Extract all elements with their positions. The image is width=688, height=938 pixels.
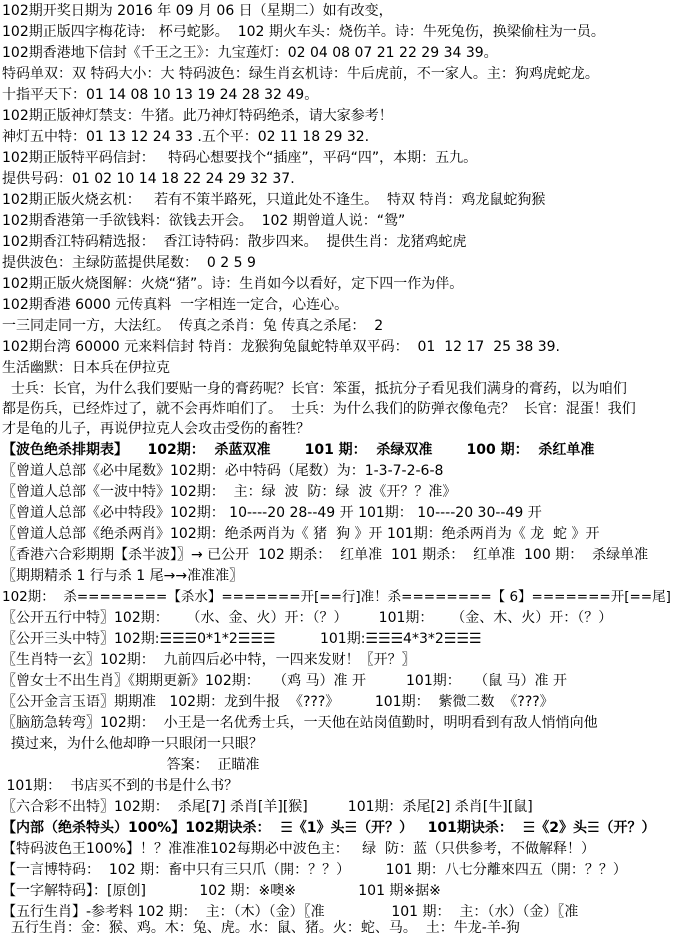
text-line-humor-2: 都是伤兵，已经炸过了，就不会再炸咱们了。 士兵：为什么我们的防弹衣像龟壳？ 长官：混蛋！我们	[2, 401, 636, 417]
text-line-five-zodiac-detail: 五行生肖：金：猴、鸡。木：兔、虎。水：鼠、猪。火：蛇、马。 土：牛龙-羊-狗	[2, 920, 520, 936]
text-line-no-special: 〖六合彩不出特〗102期： 杀尾[7] 杀肖[羊][猴] 101期：杀尾[2] 杀肖[牛][鼠]	[2, 799, 533, 815]
text-line-hk-envelope: 102期香港地下信封《千王之王》：九宝莲灯：02 04 08 07 21 22 29 34 39。	[2, 45, 498, 61]
text-line-provided-numbers: 提供号码：01 02 10 14 18 22 24 29 32 37.	[2, 171, 295, 187]
text-line-five-zodiac: 【五行生肖】-参考料 102 期： 主：（木）（金）〖准 101 期： 主：（水）（金）〖准	[2, 904, 579, 920]
text-line-two-zodiac: 〖曾道人总部《绝杀两肖》102期：绝杀两肖为《 猪 狗 》开 101期：绝杀两肖为《 龙 蛇 》开	[2, 526, 600, 542]
text-line-three-heads: 〖公开三头中特〗102期:☰☰☰0*1*2☰☰☰ 101期:☰☰☰4*3*2☰☰☰	[2, 631, 482, 647]
text-line-one-wave: 〖曾道人总部《一波中特》102期： 主：绿 波 防：绿 波《开？？准》	[2, 484, 457, 500]
text-line-five-elements: 〖公开五行中特〗102期： （水、金、火）开：（？） 101期： （金、木、火）开：（？）	[2, 610, 613, 626]
text-line-riddle-1: 〖脑筋急转弯〗102期： 小王是一名优秀士兵，一天他在站岗值勤时，明明看到有敌人悄悄向他	[2, 715, 598, 731]
text-line-hk-6000: 102期香港 6000 元传真料 一字相连一定合，心连心。	[2, 297, 349, 313]
text-line-one-word: 【一言博特码： 102 期：畜中只有三只爪（開：？？） 101 期：八七分離來四五（開：？？）	[2, 862, 627, 878]
text-line-special-section: 〖曾道人总部《必中特段》102期： 10----20 28--49 开 101期： 10----20 30--49 开	[2, 505, 542, 521]
text-line-lamp-ban: 102期正版神灯禁支：牛猪。此乃神灯特码绝杀，请大家参考！	[2, 108, 393, 124]
text-line-draw-date: 102期开奖日期为 2016 年 09 月 06 日（星期二）如有改变，	[2, 3, 393, 19]
text-line-half-wave: 〖香港六合彩期期【杀半波】〗→ 已公开 102 期杀： 红单准 101 期杀： 红单准 100 期： 杀绿单准	[2, 547, 649, 563]
text-line-tail-numbers: 〖曾道人总部《必中尾数》102期：必中特码（尾数）为：1-3-7-2-6-8	[2, 463, 444, 479]
text-line-ms-zeng: 〖曾女士不出生肖〗《期期更新》102期： （鸡 马）准 开 101期： （鼠 马）准 开	[2, 673, 567, 689]
text-line-humor-title: 生活幽默：日本兵在伊拉克	[2, 360, 170, 376]
text-line-kill-head: 【内部（绝杀特头）100%】102期诀杀： ☰《1》头☰（开？） 101期诀杀： ☰《2》头☰（开？）	[2, 820, 656, 836]
text-line-flat-envelope: 102期正版特平码信封： 特码心想要找个“插座”，平码“四”，本期：五九。	[2, 150, 478, 166]
text-line-fire-diagram: 102期正版火烧图解：火烧“猪”。诗：生肖如今以看好，定下四一作为伴。	[2, 276, 464, 292]
text-line-wave-king: 【特码波色王100%】！？准准准102每期必中波色主： 绿 防：蓝（只供参考，不做解释！）	[2, 841, 595, 857]
text-line-fire-mystery: 102期正版火烧玄机： 若有不策半路死，只道此处不逢生。 特双 特肖：鸡龙鼠蛇狗猴	[2, 192, 546, 208]
text-line-golden-words: 〖公开金言玉语〗期期准 102期：龙到牛报 《???》 101期： 紫微二数 《???》	[2, 694, 554, 710]
text-line-wave-color: 提供波色：主绿防蓝提供尾数： 0 2 5 9	[2, 255, 256, 271]
text-line-plum-poem: 102期正版四字梅花诗: 杯弓蛇影。 102 期火车头：烧伤羊。诗：牛死兔伤，换梁偷柱为一员。	[2, 24, 605, 40]
text-line-one-three: 一三同走同一方，大法红。 传真之杀肖：兔 传真之杀尾： 2	[2, 318, 384, 334]
text-line-wave-schedule: 【波色绝杀排期表】 102期： 杀蓝双准 101 期： 杀绿双准 100 期： 杀红单准	[2, 442, 595, 458]
text-line-zodiac-mystery: 〖生肖特一玄〗102期： 九前四后必中特，一四来发财！〖开？〗	[2, 652, 416, 668]
text-line-hk-first-hand: 102期香港第一手欲钱料：欲钱去开会。 102 期曾道人说：“鸳”	[2, 213, 406, 229]
text-line-ten-fingers: 十指平天下：01 14 08 10 13 19 24 28 32 49。	[2, 87, 319, 103]
text-line-101-riddle: 101期： 书店买不到的书是什么书？	[2, 778, 239, 794]
text-line-lamp-five: 神灯五中特：01 13 12 24 33 .五个平：02 11 18 29 32.	[2, 129, 370, 145]
text-line-taiwan: 102期台湾 60000 元来料信封 特肖：龙猴狗兔鼠蛇特单双平码： 01 12 17 25 38 39.	[2, 339, 560, 355]
text-line-xiangjiang: 102期香江特码精选报： 香江诗特码：散步四来。 提供生肖：龙猪鸡蛇虎	[2, 234, 467, 250]
text-line-answer: 答案： 正瞄准	[2, 757, 260, 773]
text-line-odd-even: 特码单双：双 特码大小：大 特码波色：绿生肖玄机诗：牛后虎前，不一家人。主：狗鸡虎蛇龙。	[2, 66, 599, 82]
text-line-one-character: 【一字解特码】：[原创] 102 期：※噢※ 101 期※据※	[2, 883, 441, 899]
text-line-humor-3: 才是龟的儿子，再说伊拉克人会攻击受伤的畜牲？	[2, 421, 310, 437]
text-line-riddle-2: 摸过来，为什么他却睁一只眼闭一只眼？	[2, 736, 263, 752]
text-line-humor-1: 士兵：长官，为什么我们要贴一身的膏药呢？长官：笨蛋，抵抗分子看见我们满身的膏药，以为咱们	[2, 381, 627, 397]
text-line-precise-kill: 〖期期精杀 1 行与杀 1 尾→→准准准〗	[2, 568, 244, 584]
text-line-kill-water: 102期： 杀========【杀水】=======开[==行]准！杀========【 6】=======开[==尾]	[2, 589, 671, 605]
